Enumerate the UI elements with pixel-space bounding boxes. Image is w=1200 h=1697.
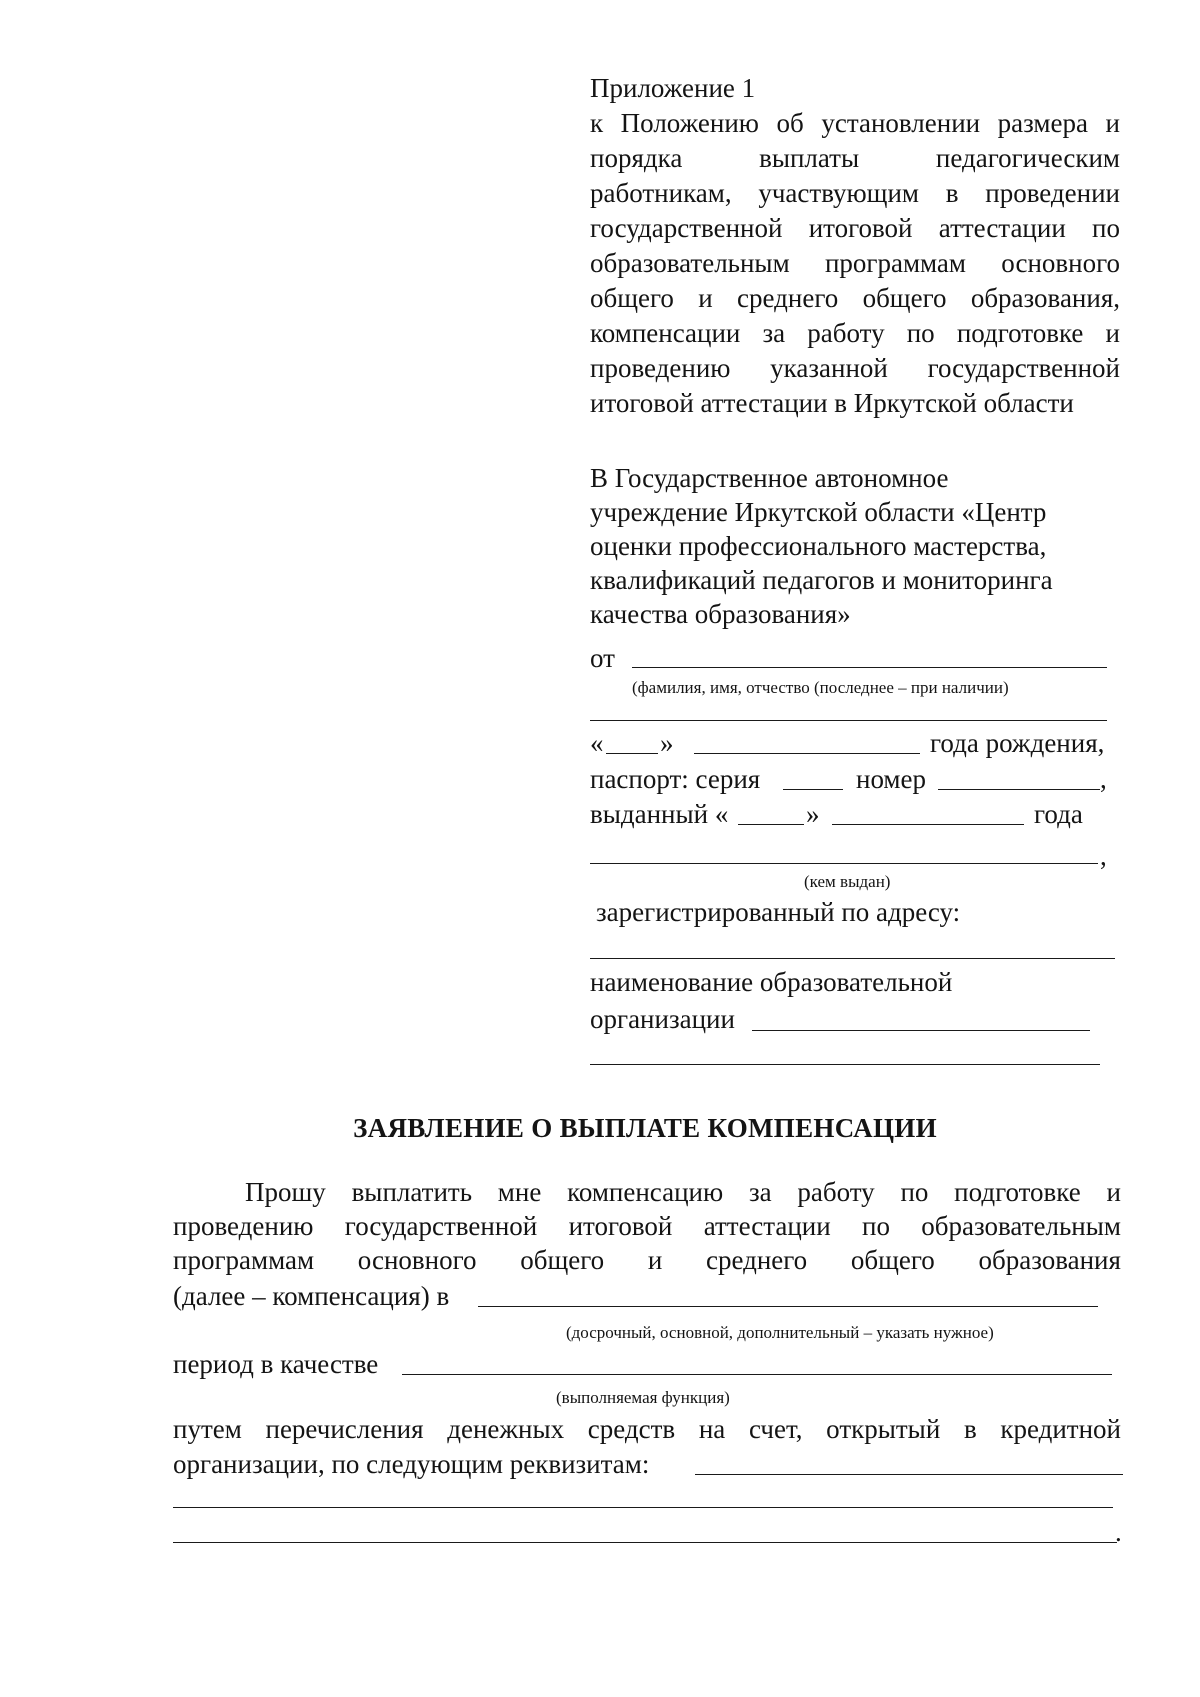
appendix-line: проведению указанной государственной [590, 353, 1120, 383]
word: и [1106, 1177, 1121, 1207]
birth-day-field[interactable] [606, 753, 658, 754]
role-hint: (выполняемая функция) [556, 1388, 730, 1407]
word: выплатить [351, 1177, 473, 1207]
word: средств [587, 1414, 676, 1444]
appendix-number: Приложение 1 [590, 73, 756, 103]
word: кредитной [1000, 1414, 1121, 1444]
birth-close-quote: » [660, 728, 674, 758]
org-label-line2: организации [590, 1004, 735, 1034]
word: итоговой [568, 1211, 673, 1241]
registered-label: зарегистрированный по адресу: [596, 897, 961, 927]
passport-series-field[interactable] [783, 789, 843, 790]
requisites-label: организации, по следующим реквизитам: [173, 1449, 650, 1479]
word: счет, [748, 1414, 803, 1444]
passport-number-field[interactable] [938, 789, 1100, 790]
birth-open-quote: « [590, 728, 604, 758]
end-period: . [1115, 1517, 1122, 1547]
appendix-line: государственной итоговой аттестации по [590, 213, 1120, 243]
word: Прошу [245, 1177, 326, 1207]
from-label: от [590, 643, 615, 673]
word: общего [520, 1245, 605, 1275]
appendix-line: работникам, участвующим в проведении [590, 178, 1120, 208]
statement-line-3 [173, 1244, 1121, 1277]
from-hint: (фамилия, имя, отчество (последнее – при наличии) [632, 678, 1009, 697]
word: образовательным [921, 1211, 1121, 1241]
appendix-line: порядка выплаты педагогическим [590, 143, 1120, 173]
statement-line-4: (далее – компенсация) в [173, 1281, 450, 1311]
addressee-line: В Государственное автономное [590, 463, 949, 493]
appendix-line: общего и среднего общего образования, [590, 283, 1120, 313]
period-hint: (досрочный, основной, дополнительный – указать нужное) [566, 1323, 994, 1342]
word: по [862, 1211, 890, 1241]
appendix-line: образовательным программам основного [590, 248, 1120, 278]
appendix-line: итоговой аттестации в Иркутской области [590, 388, 1074, 418]
passport-series-label: паспорт: серия [590, 764, 761, 794]
word: проведению [173, 1211, 314, 1241]
addressee-line: квалификаций педагогов и мониторинга [590, 565, 1053, 595]
from-name-field[interactable] [632, 667, 1107, 668]
word: основного [357, 1245, 477, 1275]
role-field[interactable] [402, 1374, 1112, 1375]
statement-line-2 [173, 1210, 1121, 1243]
word: в [963, 1414, 977, 1444]
word: перечисления [265, 1414, 424, 1444]
word: работу [797, 1177, 875, 1207]
word: компенсацию [567, 1177, 724, 1207]
word: открытый [826, 1414, 941, 1444]
statement-line-1 [245, 1176, 1121, 1209]
role-label: период в качестве [173, 1349, 379, 1379]
period-field[interactable] [478, 1306, 1098, 1307]
issued-day-field[interactable] [738, 824, 804, 825]
addressee-line: оценки профессионального мастерства, [590, 531, 1047, 561]
org-label-line1: наименование образовательной [590, 967, 953, 997]
birth-month-field[interactable] [694, 753, 920, 754]
issued-close-quote: » [806, 799, 820, 829]
word: среднего [705, 1245, 808, 1275]
issued-by-comma: , [1100, 841, 1107, 871]
word: путем [173, 1414, 242, 1444]
org-name-field-2[interactable] [590, 1064, 1100, 1065]
requisites-field[interactable] [695, 1474, 1123, 1475]
word: мне [497, 1177, 542, 1207]
registered-address-field[interactable] [590, 958, 1115, 959]
word: аттестации [703, 1211, 831, 1241]
passport-comma: , [1100, 764, 1107, 794]
statement-title: ЗАЯВЛЕНИЕ О ВЫПЛАТЕ КОМПЕНСАЦИИ [353, 1113, 937, 1143]
addressee-block [590, 462, 1053, 632]
issued-by-field[interactable] [590, 863, 1098, 864]
word: общего [850, 1245, 935, 1275]
word: денежных [447, 1414, 565, 1444]
word: и [647, 1245, 663, 1275]
issued-label: выданный « [590, 799, 729, 829]
appendix-line: компенсации за работу по подготовке и [590, 318, 1120, 348]
addressee-line: качества образования» [590, 599, 851, 629]
requisites-field-3[interactable] [173, 1542, 1117, 1543]
issued-year-label: года [1034, 799, 1083, 829]
word: программам [173, 1245, 315, 1275]
word: подготовке [954, 1177, 1081, 1207]
issued-month-field[interactable] [832, 824, 1024, 825]
word: на [698, 1414, 726, 1444]
requisites-field-2[interactable] [173, 1507, 1113, 1508]
word: за [748, 1177, 772, 1207]
issued-by-hint: (кем выдан) [804, 872, 891, 891]
word: образования [978, 1245, 1121, 1275]
word: по [900, 1177, 929, 1207]
appendix-text [590, 107, 1120, 422]
birth-suffix: года рождения, [930, 728, 1105, 758]
addressee-line: учреждение Иркутской области «Центр [590, 497, 1047, 527]
org-name-field[interactable] [752, 1030, 1090, 1031]
statement-line-transfer [173, 1413, 1121, 1446]
from-name-field-2[interactable] [590, 720, 1107, 721]
passport-number-label: номер [856, 764, 927, 794]
word: государственной [344, 1211, 538, 1241]
appendix-line: к Положению об установлении размера и [590, 108, 1120, 138]
